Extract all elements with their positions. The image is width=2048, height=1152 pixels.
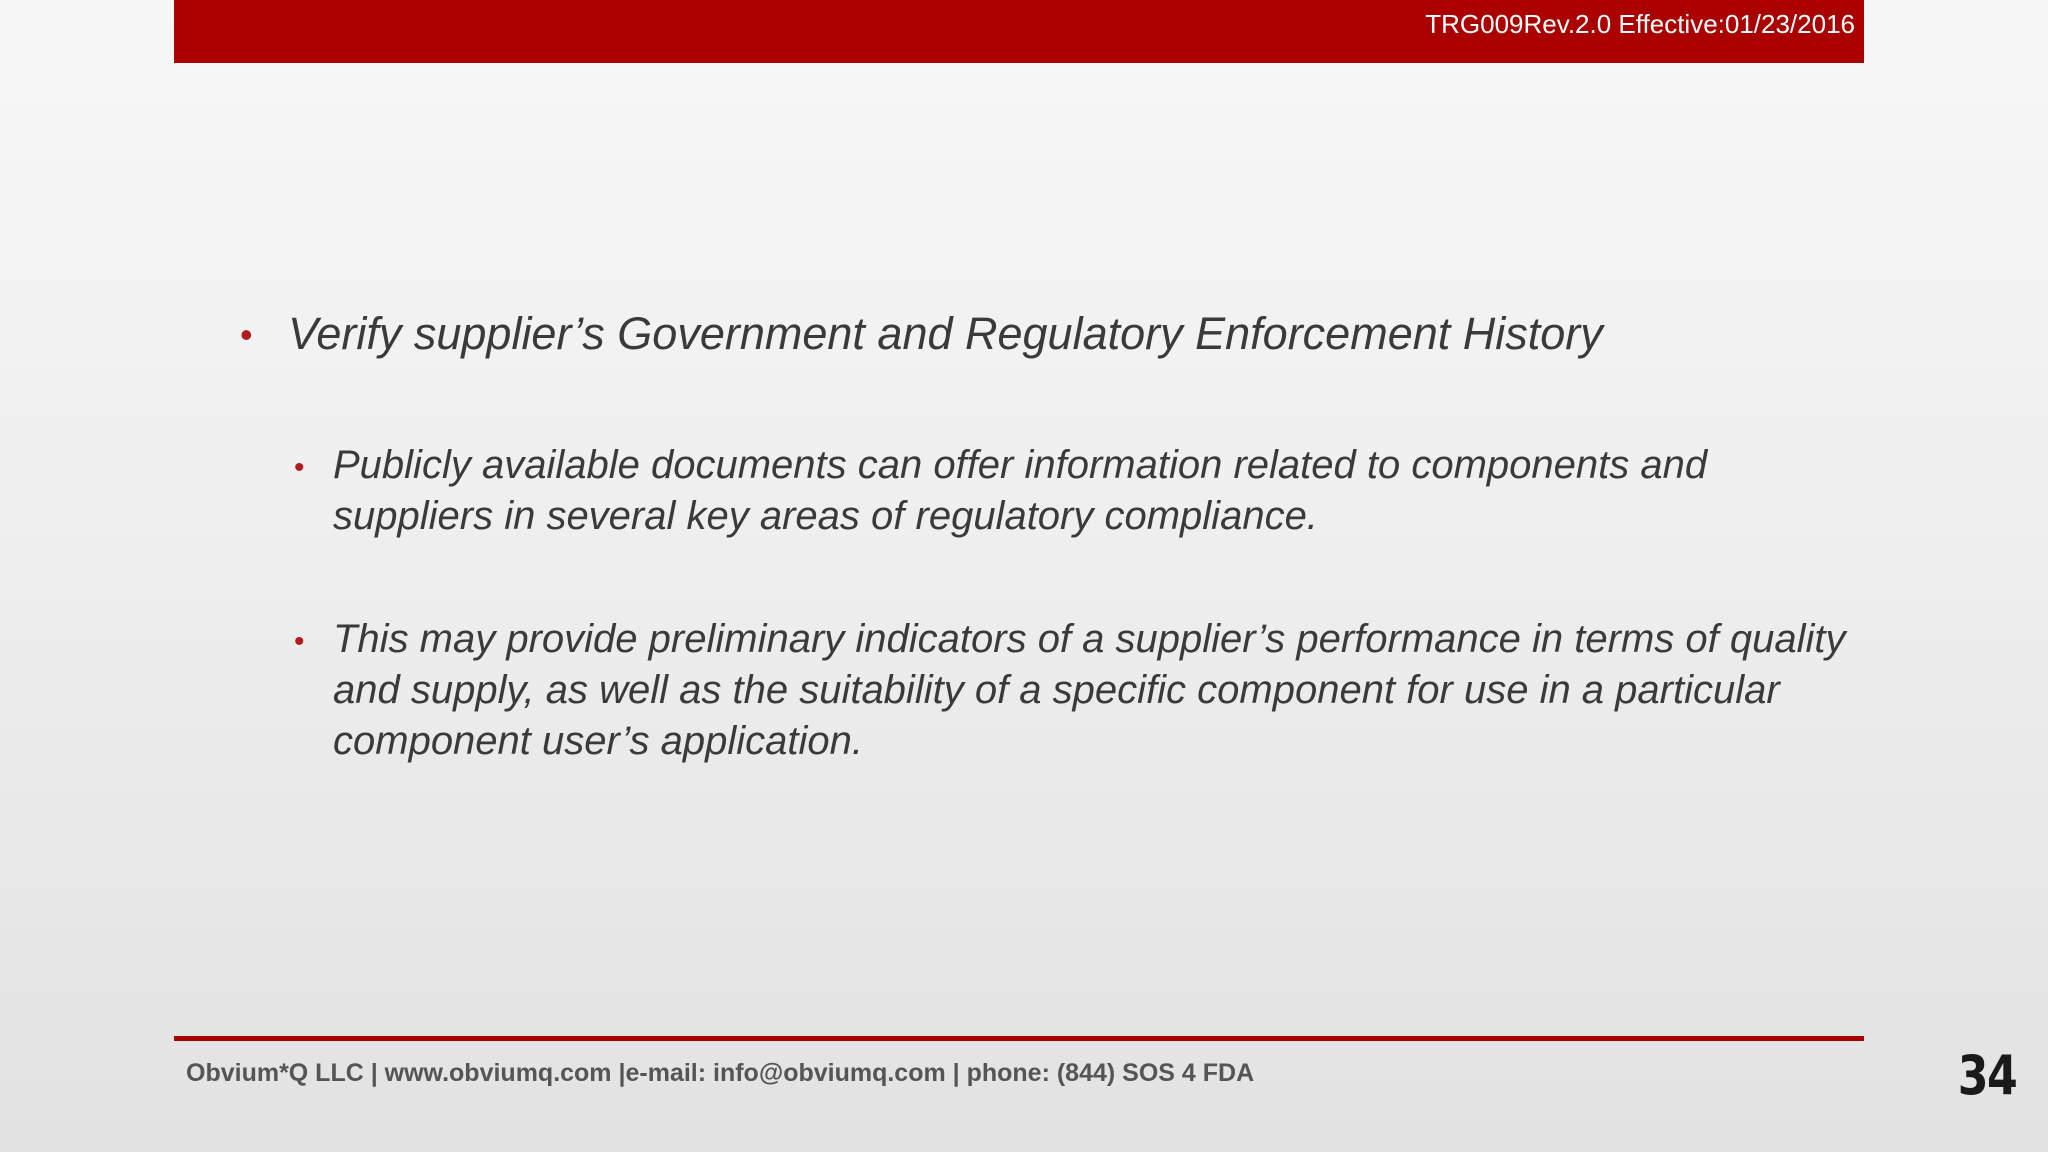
document-code: TRG009Rev.2.0 Effective:01/23/2016	[1425, 9, 1855, 39]
sub-bullet-icon: •	[294, 451, 305, 484]
main-bullet-text: Verify supplier’s Government and Regulatory Enforcement History	[288, 308, 1603, 359]
footer-contact: Obvium*Q LLC | www.obviumq.com |e-mail: info@obviumq.com | phone: (844) SOS 4 FDA	[186, 1059, 1255, 1087]
page-number: 34	[1957, 1044, 2016, 1107]
header-bar	[174, 0, 1864, 63]
sub-bullet-text: This may provide preliminary indicators of a supplier’s performance in terms of quality and supply, as well as the suitability of a specific component for use in a particular component user’s application.	[333, 617, 1846, 763]
sub-bullet-text: Publicly available documents can offer information related to components and suppliers in several key areas of regulatory compliance.	[333, 443, 1708, 538]
sub-bullet-icon: •	[294, 625, 305, 658]
bullet-icon: •	[240, 314, 253, 355]
footer-divider	[174, 1036, 1864, 1041]
